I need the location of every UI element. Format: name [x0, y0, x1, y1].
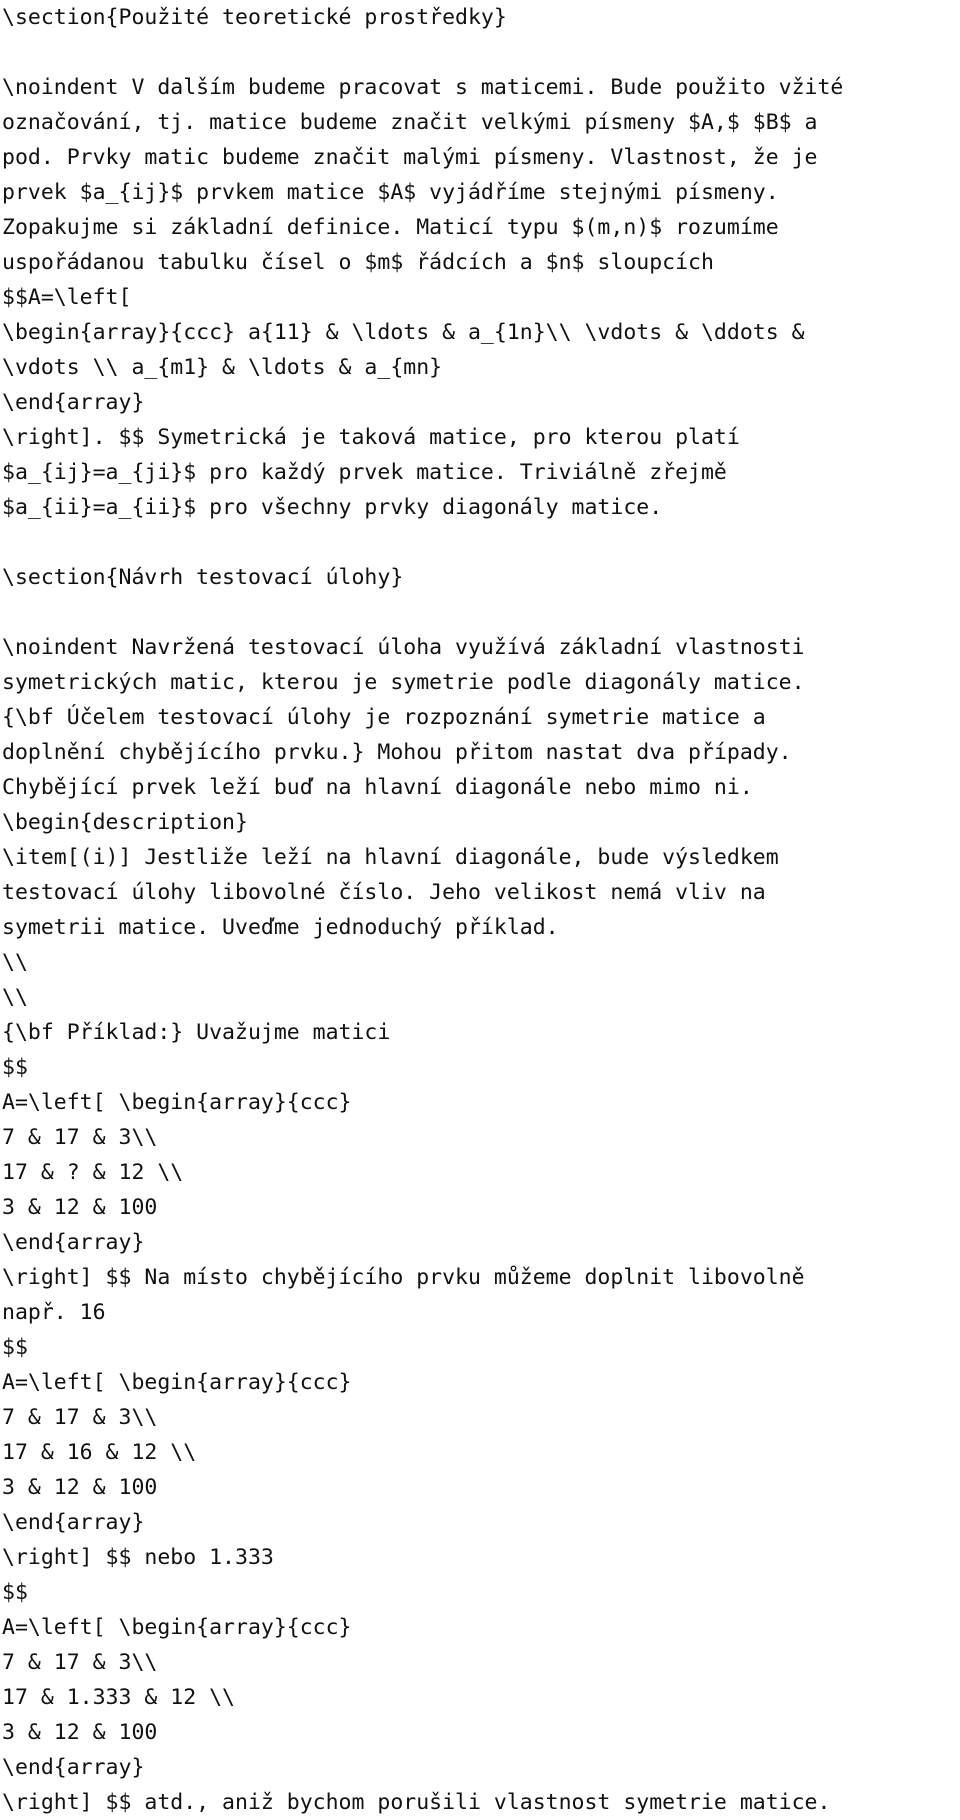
- text-line: \noindent Navržená testovací úloha využívá základní vlastnosti: [2, 635, 805, 660]
- text-line: $a_{ii}=a_{ii}$ pro všechny prvky diagonály matice.: [2, 495, 663, 520]
- text-line: \end{array}: [2, 1510, 145, 1535]
- text-line: 3 & 12 & 100: [2, 1720, 158, 1745]
- text-line: {\bf Příklad:} Uvažujme matici: [2, 1020, 391, 1045]
- text-line: 3 & 12 & 100: [2, 1475, 158, 1500]
- text-line: \noindent V dalším budeme pracovat s maticemi. Bude použito vžité: [2, 75, 844, 100]
- text-line: 3 & 12 & 100: [2, 1195, 158, 1220]
- blank-line: [2, 525, 960, 560]
- text-line: A=\left[ \begin{array}{ccc}: [2, 1615, 352, 1640]
- text-line: {\bf Účelem testovací úlohy je rozpoznání symetrie matice a: [2, 705, 766, 730]
- text-line: 17 & ? & 12 \\: [2, 1160, 184, 1185]
- blank-line: [2, 35, 960, 70]
- text-line: pod. Prvky matic budeme značit malými písmeny. Vlastnost, že je: [2, 145, 818, 170]
- text-line: prvek $a_{ij}$ prvkem matice $A$ vyjádříme stejnými písmeny.: [2, 180, 779, 205]
- text-line: \\: [2, 985, 28, 1010]
- text-line: \right] $$ atd., aniž bychom porušili vlastnost symetrie matice.: [2, 1790, 831, 1815]
- text-line: $$: [2, 1335, 28, 1360]
- text-line: 17 & 1.333 & 12 \\: [2, 1685, 235, 1710]
- text-line: A=\left[ \begin{array}{ccc}: [2, 1370, 352, 1395]
- text-line: 7 & 17 & 3\\: [2, 1650, 158, 1675]
- text-line: \begin{description}: [2, 810, 248, 835]
- text-line: testovací úlohy libovolné číslo. Jeho velikost nemá vliv na: [2, 880, 766, 905]
- text-line: Zopakujme si základní definice. Maticí typu $(m,n)$ rozumíme: [2, 215, 779, 240]
- text-line: \end{array}: [2, 1230, 145, 1255]
- text-line: \item[(i)] Jestliže leží na hlavní diagonále, bude výsledkem: [2, 845, 779, 870]
- text-line: symetrických matic, kterou je symetrie podle diagonály matice.: [2, 670, 805, 695]
- section-heading: \section{Návrh testovací úlohy}: [2, 565, 404, 590]
- text-line: např. 16: [2, 1300, 106, 1325]
- text-line: \right] $$ nebo 1.333: [2, 1545, 274, 1570]
- text-line: \right] $$ Na místo chybějícího prvku můžeme doplnit libovolně: [2, 1265, 805, 1290]
- text-line: \right]. $$ Symetrická je taková matice, pro kterou platí: [2, 425, 740, 450]
- text-line: označování, tj. matice budeme značit velkými písmeny $A,$ $B$ a: [2, 110, 818, 135]
- text-line: symetrii matice. Uveďme jednoduchý příklad.: [2, 915, 559, 940]
- text-line: uspořádanou tabulku čísel o $m$ řádcích a $n$ sloupcích: [2, 250, 714, 275]
- text-line: $$: [2, 1055, 28, 1080]
- section-heading: \section{Použité teoretické prostředky}: [2, 5, 507, 30]
- blank-line: [2, 595, 960, 630]
- text-line: \end{array}: [2, 390, 145, 415]
- text-line: 17 & 16 & 12 \\: [2, 1440, 197, 1465]
- text-line: \\: [2, 950, 28, 975]
- text-line: 7 & 17 & 3\\: [2, 1405, 158, 1430]
- text-line: $a_{ij}=a_{ji}$ pro každý prvek matice. Triviálně zřejmě: [2, 460, 727, 485]
- text-line: $$A=\left[: [2, 285, 132, 310]
- text-line: 7 & 17 & 3\\: [2, 1125, 158, 1150]
- text-line: \end{array}: [2, 1755, 145, 1780]
- text-line: doplnění chybějícího prvku.} Mohou přitom nastat dva případy.: [2, 740, 792, 765]
- text-line: A=\left[ \begin{array}{ccc}: [2, 1090, 352, 1115]
- text-line: \vdots \\ a_{m1} & \ldots & a_{mn}: [2, 355, 443, 380]
- text-line: $$: [2, 1580, 28, 1605]
- text-line: \begin{array}{ccc} a{11} & \ldots & a_{1n}\\ \vdots & \ddots &: [2, 320, 805, 345]
- text-line: Chybějící prvek leží buď na hlavní diagonále nebo mimo ni.: [2, 775, 753, 800]
